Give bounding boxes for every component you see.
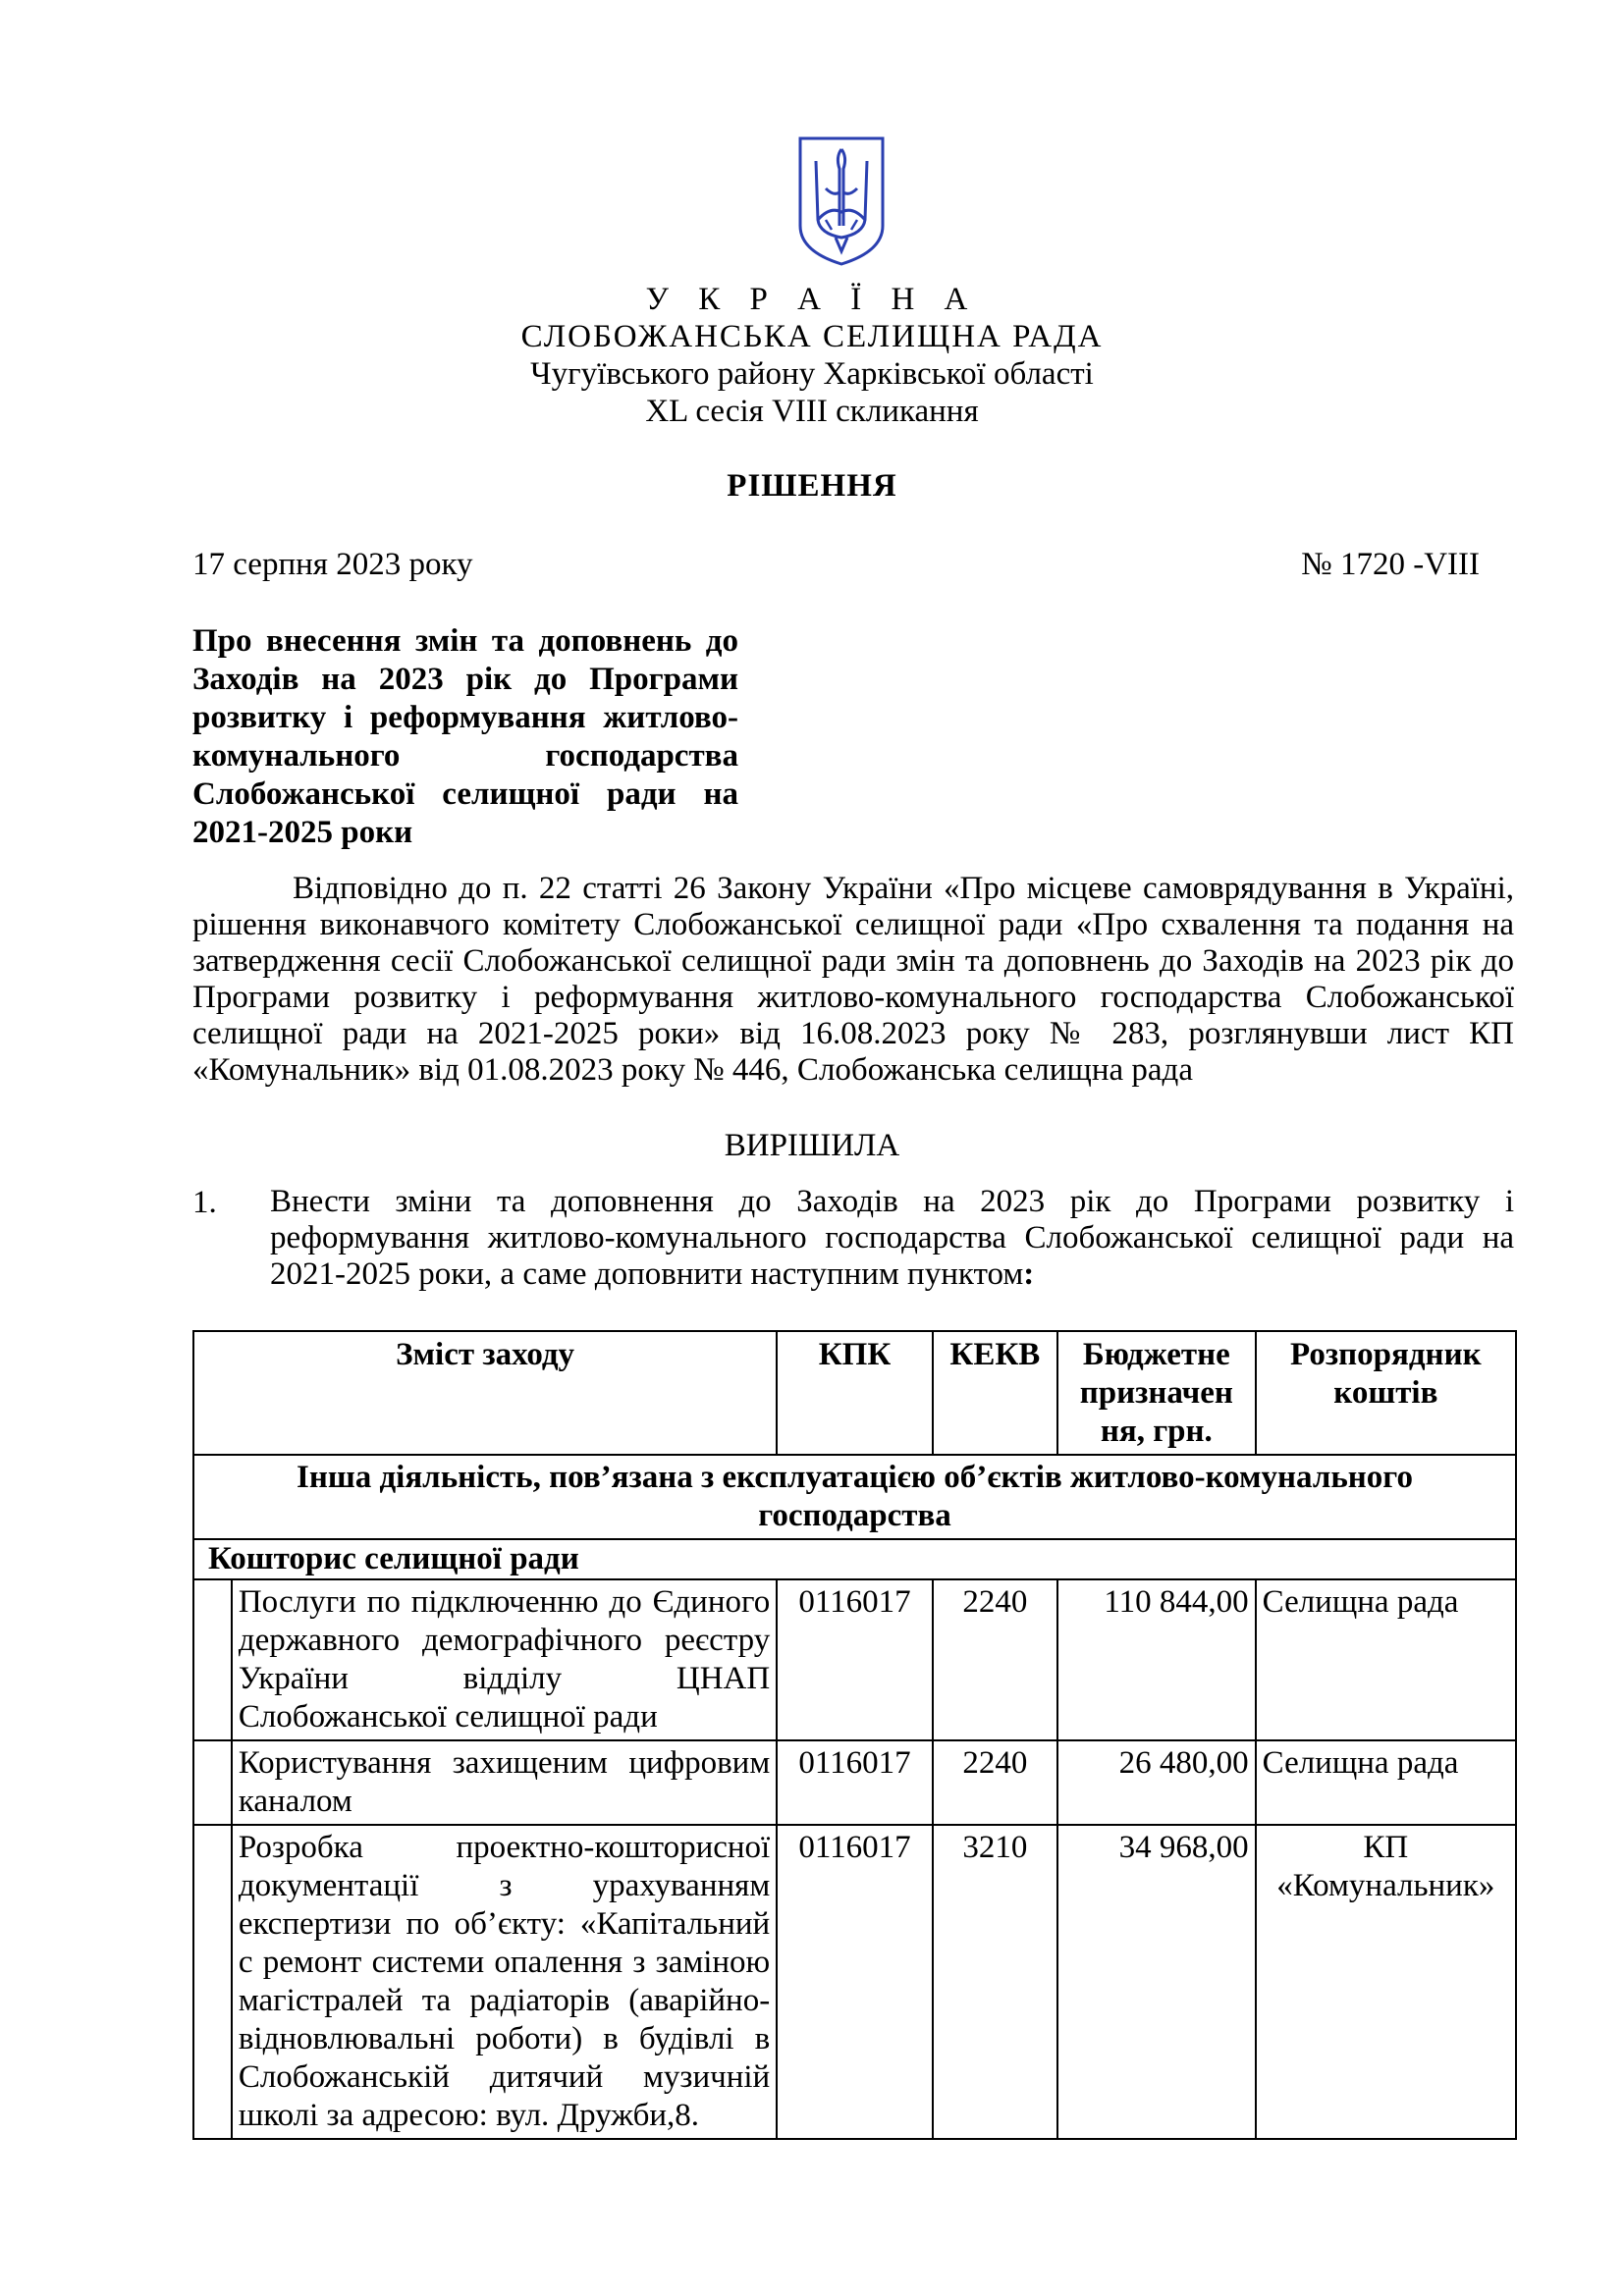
row-manager: Селищна рада — [1256, 1579, 1516, 1740]
header-budget: Бюджетне призначен ня, грн. — [1057, 1331, 1256, 1455]
item-body: Внести зміни та доповнення до Заходів на 2023 рік до Програми розвитку і реформування житлово-комунального господарства Слобожанської селищної ради на 2021-2025 роки, а саме доповнити наступним пунктом — [270, 1184, 1514, 1292]
country-name: У К Р А Ї Н А — [645, 282, 979, 317]
header-kekv: КЕКВ — [933, 1331, 1057, 1455]
table-row — [193, 1740, 1516, 1825]
section-row — [193, 1455, 1516, 1539]
item-number: 1. — [192, 1185, 217, 1220]
measures-table — [192, 1330, 1517, 2140]
row-kpk: 0116017 — [777, 1579, 933, 1740]
table-header-row — [193, 1331, 1516, 1455]
row-budget: 34 968,00 — [1057, 1825, 1256, 2139]
row-manager: КП «Комунальник» — [1256, 1825, 1516, 2139]
row-kekv: 3210 — [933, 1825, 1057, 2139]
item-text — [270, 1184, 1514, 1293]
row-budget: 110 844,00 — [1057, 1579, 1256, 1740]
council-name: СЛОБОЖАНСЬКА СЕЛИЩНА РАДА — [520, 319, 1104, 354]
preamble-text: Відповідно до п. 22 статті 26 Закону України «Про місцеве самоврядування в Україні, рішення виконавчого комітету Слобожанської селищної ради «Про схвалення та подання на затвердження сесії Слобожанської селищної ради змін та доповнень до Заходів на 2023 рік до Програми розвитку і реформування житлово-комунального господарства Слобожанської селищної ради на 2021-2025 роки» від 16.08.2023 року № 283, розглянувши лист КП «Комунальник» від 01.08.2023 року № 446, Слобожанська селищна рада — [192, 871, 1514, 1088]
row-content: Послуги по підключенню до Єдиного державного демографічного реєстру України відділу ЦНАП Слобожанської селищної ради — [232, 1579, 777, 1740]
header-content: Зміст заходу — [193, 1331, 777, 1455]
session-name: XL сесія VIII скликання — [645, 394, 979, 429]
district-name: Чугуївського району Харківської області — [530, 356, 1094, 392]
row-kekv: 2240 — [933, 1740, 1057, 1825]
row-kekv: 2240 — [933, 1579, 1057, 1740]
table-row — [193, 1825, 1516, 2139]
row-spacer-cell — [193, 1825, 232, 2139]
section-title: Інша діяльність, пов’язана з експлуатацією об’єктів житлово-комунального господарства — [193, 1455, 1516, 1539]
decision-date: 17 серпня 2023 року — [192, 547, 473, 582]
header-manager: Розпорядник коштів — [1256, 1331, 1516, 1455]
row-budget: 26 480,00 — [1057, 1740, 1256, 1825]
decision-subject: Про внесення змін та доповнень до Заходів на 2023 рік до Програми розвитку і реформування житлово-комунального господарства Слобожанської селищної ради на 2021-2025 роки — [192, 623, 738, 850]
decided-heading: ВИРІШИЛА — [724, 1128, 900, 1163]
header-kpk: КПК — [777, 1331, 933, 1455]
table-row — [193, 1579, 1516, 1740]
row-content: Користування захищеним цифровим каналом — [232, 1740, 777, 1825]
row-spacer-cell — [193, 1740, 232, 1825]
decision-number: № 1720 -VIII — [1301, 547, 1480, 582]
document-type: РІШЕННЯ — [727, 468, 897, 504]
row-spacer-cell — [193, 1579, 232, 1740]
subsection-row — [193, 1539, 1516, 1579]
row-kpk: 0116017 — [777, 1740, 933, 1825]
row-kpk: 0116017 — [777, 1825, 933, 2139]
row-content: Розробка проектно-кошторисної документації з урахуванням експертизи по об’єкту: «Капітальний с ремонт системи опалення з заміною магістралей та радіаторів (аварійно-відновлювальні роботи) в будівлі в Слобожанській дитячий музичній школі за адресою: вул. Дружби,8. — [232, 1825, 777, 2139]
subsection-title: Кошторис селищної ради — [193, 1539, 1516, 1579]
item-colon: : — [1023, 1256, 1035, 1292]
preamble-paragraph — [192, 871, 1514, 1089]
trident-emblem-icon — [796, 135, 887, 267]
row-manager: Селищна рада — [1256, 1740, 1516, 1825]
